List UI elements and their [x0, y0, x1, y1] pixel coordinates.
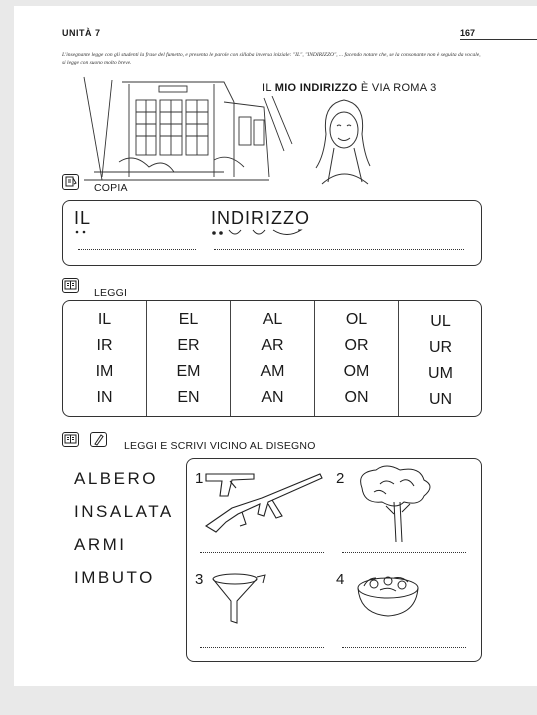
syllable-column-5 [399, 301, 482, 416]
unit-label: UNITÀ 7 [62, 28, 101, 38]
syllable: UR [428, 339, 453, 356]
syllable: UN [428, 391, 453, 408]
syllable: IN [96, 389, 113, 406]
cell-number-4: 4 [336, 571, 345, 588]
syllable: IL [97, 311, 112, 328]
syllable: IM [95, 363, 114, 380]
cell-number-1: 1 [195, 470, 204, 487]
syllable: EL [178, 311, 199, 328]
syllable-table [62, 300, 482, 417]
word-list [74, 462, 174, 594]
salad-bowl-icon [350, 568, 426, 622]
tree-icon [350, 464, 440, 546]
write-line-1[interactable] [200, 552, 324, 553]
book-icon [62, 432, 79, 447]
syllable: OM [343, 363, 370, 380]
write-line-4[interactable] [342, 647, 466, 648]
syllable: AM [260, 363, 285, 380]
syllable: ER [177, 337, 200, 354]
syllable: ON [344, 389, 369, 406]
word-insalata: INSALATA [74, 502, 174, 521]
cell-number-2: 2 [336, 470, 345, 487]
syllable: OL [345, 311, 368, 328]
syllable-column-4 [315, 301, 399, 416]
syllable: OR [344, 337, 369, 354]
copia-title: COPIA [94, 182, 128, 194]
word-imbuto: IMBUTO [74, 568, 155, 587]
syllable: UL [430, 313, 451, 330]
header-rule [460, 39, 537, 40]
syllable-column-3 [231, 301, 315, 416]
cell-number-3: 3 [195, 571, 204, 588]
speech-bubble-tail [254, 96, 304, 156]
word-albero: ALBERO [74, 469, 158, 488]
copia-word-il: IL [74, 208, 92, 228]
syllable: AL [262, 311, 283, 328]
syllable: IR [96, 337, 113, 354]
copia-word-indirizzo: INDIRIZZO [211, 208, 310, 228]
il-syllable-dots [74, 229, 94, 237]
book-icon [62, 278, 79, 293]
copia-write-line-2[interactable] [214, 249, 464, 250]
syllable: AR [261, 337, 284, 354]
indirizzo-syllable-arcs [211, 226, 311, 240]
syllable: EM [176, 363, 201, 380]
speech-bubble-text: IL MIO INDIRIZZO È VIA ROMA 3 [262, 82, 437, 94]
funnel-icon [209, 569, 269, 629]
page-number: 167 [460, 28, 476, 38]
leggi-scrivi-title: LEGGI E SCRIVI VICINO AL DISEGNO [124, 440, 316, 452]
building-illustration [74, 72, 274, 182]
write-line-3[interactable] [200, 647, 324, 648]
syllable: EN [177, 389, 200, 406]
copy-icon [62, 174, 79, 190]
syllable: UM [428, 365, 453, 382]
pencil-icon [90, 432, 107, 447]
teacher-instructions: L'insegnante legge con gli studenti la frase del fumetto, e presenta le parole con sillaba inversa iniziale: "IL", "INDIRIZZO", ... facendo notare che, se la consonante non è seguita da vocale, si legge con suono molto breve. [62, 52, 481, 66]
leggi-title: LEGGI [94, 287, 128, 299]
girl-illustration [304, 94, 384, 186]
weapons-icon [202, 466, 327, 538]
copia-write-line-1[interactable] [78, 249, 196, 250]
syllable: AN [261, 389, 284, 406]
syllable-column-2 [147, 301, 231, 416]
syllable-column-1 [63, 301, 147, 416]
workbook-page [14, 6, 537, 686]
write-line-2[interactable] [342, 552, 466, 553]
word-armi: ARMI [74, 535, 127, 554]
